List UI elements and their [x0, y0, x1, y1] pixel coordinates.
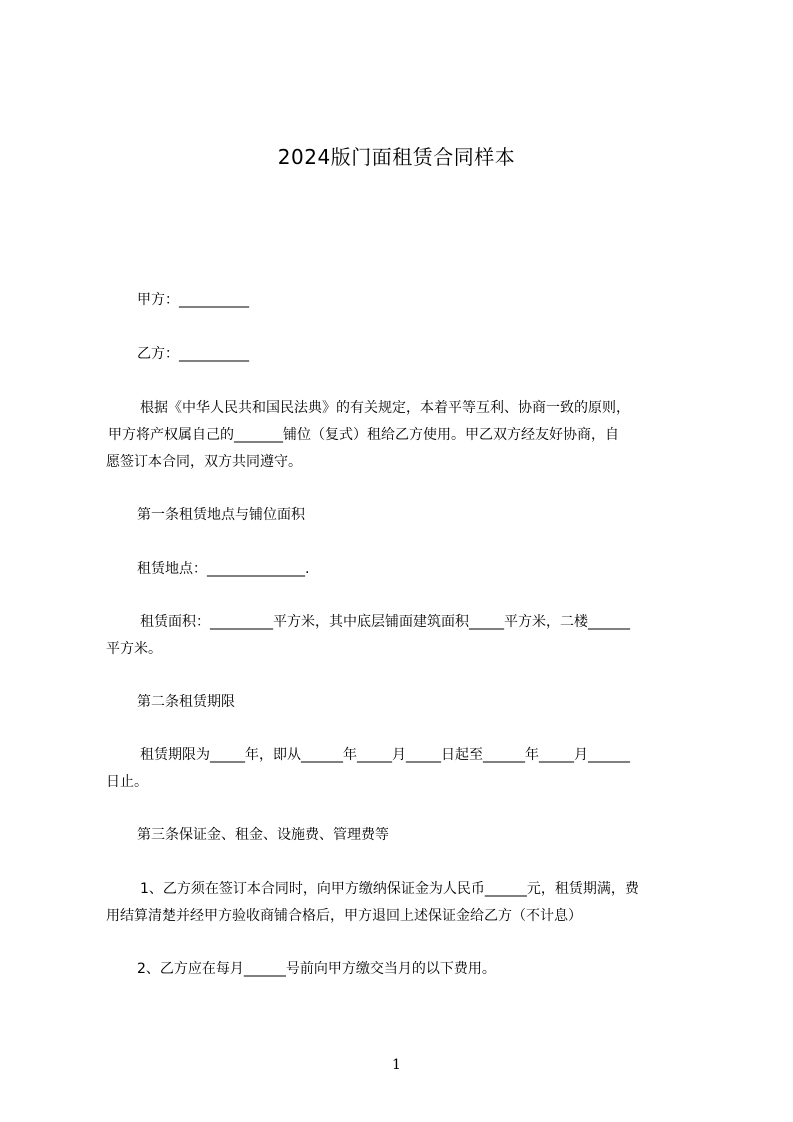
party-a-line: 甲方：__________: [137, 292, 249, 308]
rental-area-line-1: 租赁面积：_________平方米，其中底层铺面建筑面积_____平方米，二楼______: [140, 614, 630, 630]
article-1-heading: 第一条租赁地点与铺位面积: [137, 507, 305, 523]
preamble-line-3: 愿签订本合同，双方共同遵守。: [106, 454, 302, 470]
rental-location-line: 租赁地点：______________.: [137, 561, 310, 577]
clause-2-line: 2、乙方应在每月______号前向甲方缴交当月的以下费用。: [137, 961, 496, 977]
preamble-line-2: 甲方将产权属自己的_______铺位（复式）租给乙方使用。甲乙双方经友好协商，自: [108, 427, 619, 443]
clause-1-line-2: 用结算清楚并经甲方验收商铺合格后，甲方退回上述保证金给乙方（不计息）: [106, 908, 582, 924]
page-number: 1: [392, 1057, 401, 1073]
clause-1-line-1: 1、乙方须在签订本合同时，向甲方缴纳保证金为人民币______元，租赁期满，费: [140, 881, 639, 897]
article-3-heading: 第三条保证金、租金、设施费、管理费等: [137, 827, 389, 843]
document-title: 2024版门面租赁合同样本: [277, 145, 516, 169]
preamble-line-1: 根据《中华人民共和国民法典》的有关规定，本着平等互利、协商一致的原则，: [140, 400, 630, 416]
article-2-heading: 第二条租赁期限: [137, 694, 235, 710]
rental-term-line-1: 租赁期限为_____年，即从______年_____月_____日起至______年_____月______: [140, 747, 630, 763]
party-b-line: 乙方：__________: [137, 346, 249, 362]
rental-area-line-2: 平方米。: [106, 641, 162, 657]
rental-term-line-2: 日止。: [106, 774, 148, 790]
